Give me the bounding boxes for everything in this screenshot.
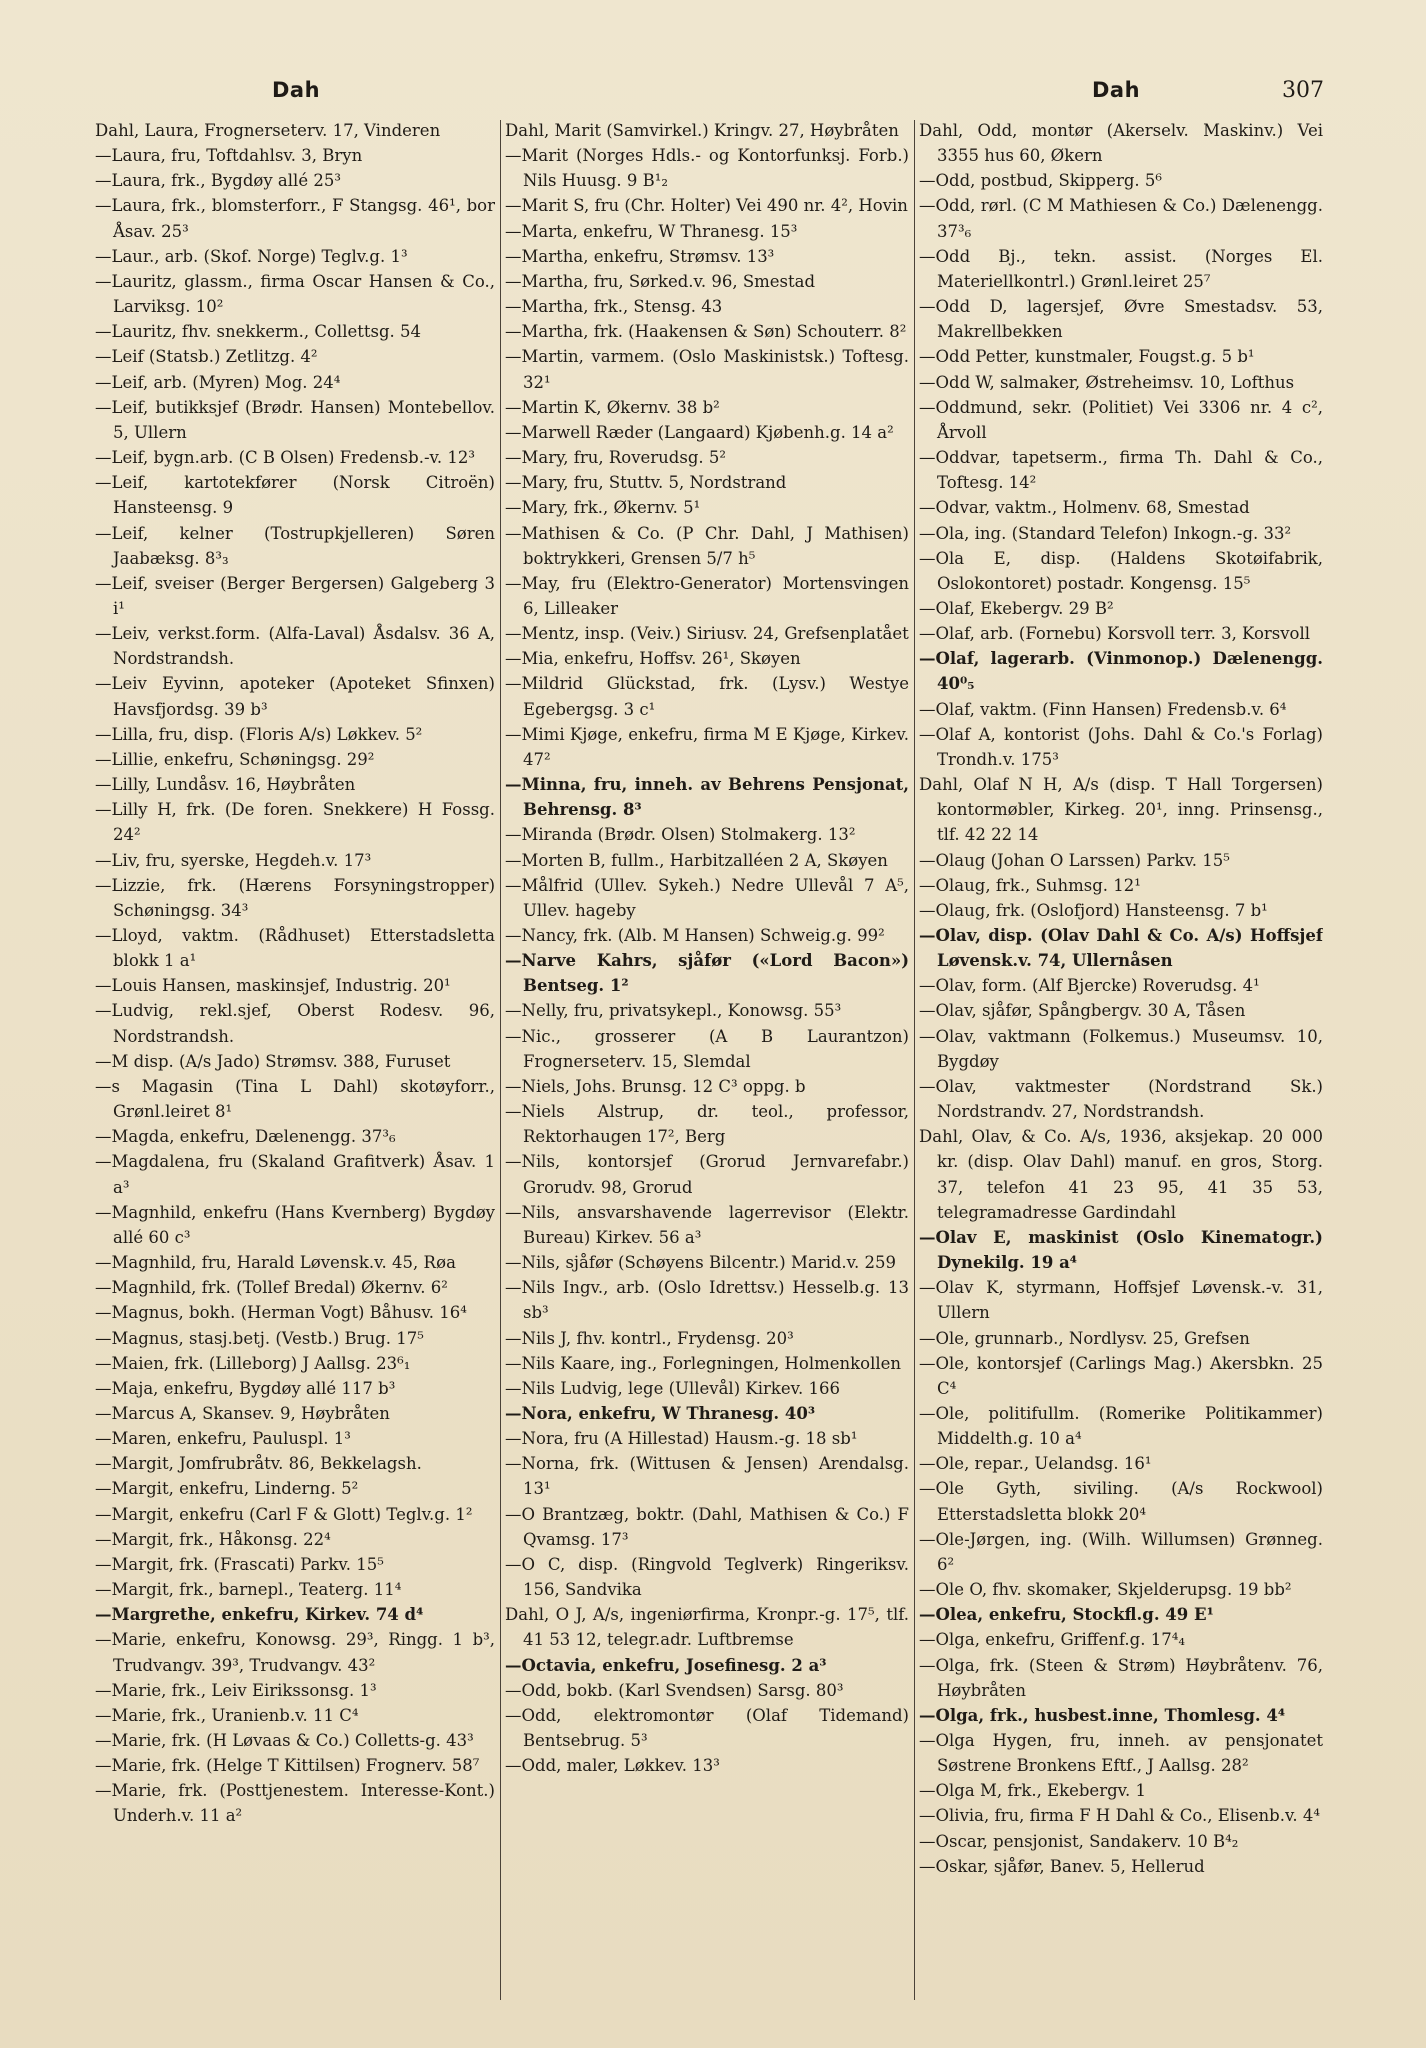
directory-entry: Dahl, Odd, montør (Akerselv. Maskinv.) Vei 3355 hus 60, Økern: [919, 121, 1323, 166]
directory-entry: —Ludvig, rekl.sjef, Oberst Rodesv. 96, Nordstrandsh.: [95, 1001, 495, 1046]
directory-entry: —Lizzie, frk. (Hærens Forsyningstropper) Schøningsg. 34³: [95, 875, 495, 920]
directory-entry: —Minna, fru, inneh. av Behrens Pensjonat, Behrensg. 8³: [505, 775, 909, 820]
directory-entry: —Olaf, lagerarb. (Vinmonop.) Dælenengg. 40⁰₅: [919, 649, 1323, 694]
column-3: [919, 118, 1323, 1879]
directory-entry: —Martin K, Økernv. 38 b²: [505, 397, 720, 417]
directory-entry: —Lillie, enkefru, Schøningsg. 29²: [95, 749, 375, 769]
directory-entry: —Marie, frk., Uranienb.v. 11 C⁴: [95, 1705, 359, 1725]
directory-entry: —Margit, frk. (Frascati) Parkv. 15⁵: [95, 1554, 384, 1574]
directory-entry: —Martin, varmem. (Oslo Maskinistsk.) Toftesg. 32¹: [505, 347, 909, 392]
directory-entry: —Martha, enkefru, Strømsv. 13³: [505, 246, 775, 266]
directory-entry: —Oddmund, sekr. (Politiet) Vei 3306 nr. 4 c², Årvoll: [919, 397, 1323, 442]
directory-entry: —Lauritz, fhv. snekkerm., Collettsg. 54: [95, 322, 422, 342]
directory-entry: —Marie, enkefru, Konowsg. 29³, Ringg. 1 b³, Trudvangv. 39³, Trudvangv. 43²: [95, 1630, 495, 1675]
directory-entry: —Margrethe, enkefru, Kirkev. 74 d⁴: [95, 1605, 424, 1625]
directory-entry: —Mildrid Glückstad, frk. (Lysv.) Westye Egebergsg. 3 c¹: [505, 674, 909, 719]
directory-entry: —Olaf, arb. (Fornebu) Korsvoll terr. 3, Korsvoll: [919, 624, 1311, 644]
directory-entry: —Ole-Jørgen, ing. (Wilh. Willumsen) Grønneg. 6²: [919, 1529, 1323, 1574]
directory-entry: —Margit, enkefru, Linderng. 5²: [95, 1479, 359, 1499]
directory-entry: Dahl, O J, A/s, ingeniørfirma, Kronpr.-g. 17⁵, tlf. 41 53 12, telegr.adr. Luftbremse: [505, 1605, 909, 1650]
directory-entry: —Olaug, frk., Suhmsg. 12¹: [919, 875, 1141, 895]
directory-entry: —Lauritz, glassm., firma Oscar Hansen & Co., Larviksg. 10²: [95, 271, 495, 317]
directory-entry: —Leiv, verkst.form. (Alfa-Laval) Åsdalsv. 36 A, Nordstrandsh.: [95, 624, 495, 669]
directory-entry: —Leif, bygn.arb. (C B Olsen) Fredensb.-v. 12³: [95, 448, 475, 468]
directory-entry: —Norna, frk. (Wittusen & Jensen) Arendalsg. 13¹: [505, 1454, 909, 1499]
directory-entry: Dahl, Olaf N H, A/s (disp. T Hall Torgersen) kontormøbler, Kirkeg. 20¹, inng. Prinsensg., tlf. 42 22 14: [919, 775, 1323, 845]
directory-entry: —Martha, fru, Sørked.v. 96, Smestad: [505, 271, 816, 291]
directory-entry: —Marie, frk., Leiv Eirikssonsg. 1³: [95, 1680, 377, 1700]
directory-entry: —Magnus, stasj.betj. (Vestb.) Brug. 17⁵: [95, 1328, 424, 1348]
directory-entry: —Marie, frk. (H Løvaas & Co.) Colletts-g. 43³: [95, 1731, 474, 1750]
column-1: [95, 118, 495, 1829]
directory-entry: —Odd, maler, Løkkev. 13³: [505, 1756, 720, 1776]
directory-entry: —Margit, frk., Håkonsg. 22⁴: [95, 1529, 331, 1549]
directory-entry: —O C, disp. (Ringvold Teglverk) Ringeriksv. 156, Sandvika: [505, 1554, 909, 1600]
directory-entry: —Magnhild, frk. (Tollef Bredal) Økernv. 6²: [95, 1278, 448, 1298]
directory-entry: —Olivia, fru, firma F H Dahl & Co., Elisenb.v. 4⁴: [919, 1806, 1320, 1826]
directory-entry: —May, fru (Elektro-Generator) Mortensvingen 6, Lilleaker: [505, 573, 909, 618]
directory-entry: —Olav K, styrmann, Hoffsjef Løvensk.-v. 31, Ullern: [919, 1278, 1323, 1323]
directory-entry: Dahl, Laura, Frognerseterv. 17, Vinderen: [95, 121, 441, 140]
directory-entry: —Ole, politifullm. (Romerike Politikammer) Middelth.g. 10 a⁴: [919, 1403, 1323, 1449]
page-number: 307: [1282, 78, 1324, 103]
directory-entry: —Olaug, frk. (Oslofjord) Hansteensg. 7 b¹: [919, 900, 1268, 920]
directory-entry: —Odd Petter, kunstmaler, Fougst.g. 5 b¹: [919, 347, 1255, 367]
directory-entry: —Magda, enkefru, Dælenengg. 37³₆: [95, 1127, 396, 1147]
directory-entry: —Mary, fru, Roverudsg. 5²: [505, 448, 727, 468]
directory-entry: —Nora, enkefru, W Thranesg. 40³: [505, 1403, 816, 1423]
directory-entry: —Olga, enkefru, Griffenf.g. 17⁴₄: [919, 1630, 1185, 1650]
directory-entry: —Odvar, vaktm., Holmenv. 68, Smestad: [919, 498, 1250, 518]
directory-entry: —Olav, form. (Alf Bjercke) Roverudsg. 4¹: [919, 976, 1260, 996]
directory-entry: —Leif, kelner (Tostrupkjelleren) Søren Jaabæksg. 8³₃: [95, 523, 495, 568]
directory-entry: —Narve Kahrs, sjåfør («Lord Bacon») Bentseg. 1²: [505, 951, 909, 996]
directory-entry: —Marta, enkefru, W Thranesg. 15³: [505, 221, 798, 241]
column-rule-right: [914, 120, 915, 2000]
directory-entry: —Ole, grunnarb., Nordlysv. 25, Grefsen: [919, 1328, 1250, 1348]
directory-entry: —Olea, enkefru, Stockfl.g. 49 E¹: [919, 1605, 1214, 1625]
directory-entry: —Liv, fru, syerske, Hegdeh.v. 17³: [95, 850, 372, 870]
directory-entry: —Maja, enkefru, Bygdøy allé 117 b³: [95, 1378, 396, 1398]
directory-entry: —Ola, ing. (Standard Telefon) Inkogn.-g. 33²: [919, 523, 1292, 543]
directory-entry: —Mary, frk., Økernv. 5¹: [505, 498, 701, 518]
directory-entry: —Nic., grosserer (A B Laurantzon) Frognerseterv. 15, Slemdal: [505, 1026, 909, 1071]
directory-entry: Dahl, Marit (Samvirkel.) Kringv. 27, Høybråten: [505, 121, 899, 140]
directory-entry: —Miranda (Brødr. Olsen) Stolmakerg. 13²: [505, 825, 856, 845]
directory-entry: —M disp. (A/s Jado) Strømsv. 388, Furuset: [95, 1051, 451, 1071]
directory-entry: —Marcus A, Skansev. 9, Høybråten: [95, 1403, 390, 1423]
directory-entry: —Marwell Ræder (Langaard) Kjøbenh.g. 14 a²: [505, 422, 894, 442]
directory-entry: —Niels Alstrup, dr. teol., professor, Rektorhaugen 17², Berg: [505, 1102, 909, 1147]
directory-entry: —Olav E, maskinist (Oslo Kinematogr.) Dynekilg. 19 a⁴: [919, 1227, 1323, 1273]
directory-entry: —Nils, ansvarshavende lagerrevisor (Elektr. Bureau) Kirkev. 56 a³: [505, 1202, 909, 1247]
directory-entry: —Lloyd, vaktm. (Rådhuset) Etterstadsletta blokk 1 a¹: [95, 926, 495, 971]
directory-entry: —Magnhild, enkefru (Hans Kvernberg) Bygdøy allé 60 c³: [95, 1202, 495, 1247]
directory-entry: —Magdalena, fru (Skaland Grafitverk) Åsav. 1 a³: [95, 1152, 495, 1197]
directory-entry: —Olga Hygen, fru, inneh. av pensjonatet Søstrene Bronkens Eftf., J Aallsg. 28²: [919, 1731, 1323, 1776]
directory-entry: —Olga, frk. (Steen & Strøm) Høybråtenv. 76, Høybråten: [919, 1655, 1323, 1700]
directory-entry: —Ole, repar., Uelandsg. 16¹: [919, 1454, 1152, 1474]
directory-entry: —Odd D, lagersjef, Øvre Smestadsv. 53, Makrellbekken: [919, 297, 1323, 342]
directory-entry: —Magnus, bokh. (Herman Vogt) Båhusv. 16⁴: [95, 1303, 467, 1323]
running-header-right: Dah: [1092, 78, 1141, 102]
column-2: [505, 118, 909, 1778]
directory-entry: —Oscar, pensjonist, Sandakerv. 10 B⁴₂: [919, 1831, 1239, 1851]
directory-entry: —Octavia, enkefru, Josefinesg. 2 a³: [505, 1655, 827, 1675]
directory-entry: —Leif, kartotekfører (Norsk Citroën) Hansteensg. 9: [95, 473, 495, 518]
directory-entry: —Odd, bokb. (Karl Svendsen) Sarsg. 80³: [505, 1680, 844, 1700]
directory-entry: —Nora, fru (A Hillestad) Hausm.-g. 18 sb¹: [505, 1429, 858, 1449]
directory-entry: —Laur., arb. (Skof. Norge) Teglv.g. 1³: [95, 246, 408, 266]
directory-entry: —Ola E, disp. (Haldens Skotøifabrik, Oslokontoret) postadr. Kongensg. 15⁵: [919, 548, 1323, 593]
directory-entry: —Oddvar, tapetserm., firma Th. Dahl & Co., Toftesg. 14²: [919, 448, 1323, 493]
directory-entry: —Marie, frk. (Posttjenestem. Interesse-Kont.) Underh.v. 11 a²: [95, 1781, 495, 1826]
directory-entry: —Ole O, fhv. skomaker, Skjelderupsg. 19 bb²: [919, 1580, 1292, 1600]
directory-entry: —Leif, arb. (Myren) Mog. 24⁴: [95, 372, 341, 392]
directory-entry: —Martha, frk. (Haakensen & Søn) Schouterr. 8²: [505, 322, 907, 342]
directory-entry: —Morten B, fullm., Harbitzalléen 2 A, Skøyen: [505, 850, 888, 870]
directory-entry: —Leif, butikksjef (Brødr. Hansen) Montebellov. 5, Ullern: [95, 397, 495, 442]
directory-entry: —Leiv Eyvinn, apoteker (Apoteket Sfinxen) Havsfjordsg. 39 b³: [95, 674, 495, 719]
directory-entry: —Ole, kontorsjef (Carlings Mag.) Akersbkn. 25 C⁴: [919, 1353, 1323, 1398]
directory-entry: —Olaug (Johan O Larssen) Parkv. 15⁵: [919, 850, 1230, 870]
directory-entry: —Lilly, Lundåsv. 16, Høybråten: [95, 775, 356, 795]
directory-entry: —Målfrid (Ullev. Sykeh.) Nedre Ullevål 7 A⁵, Ullev. hageby: [505, 875, 909, 920]
directory-entry: —Odd, rørl. (C M Mathiesen & Co.) Dælenengg. 37³₆: [919, 196, 1323, 241]
directory-entry: —Lilly H, frk. (De foren. Snekkere) H Fossg. 24²: [95, 800, 495, 845]
directory-entry: —Olga, frk., husbest.inne, Thomlesg. 4⁴: [919, 1705, 1286, 1725]
directory-entry: —Laura, frk., blomsterforr., F Stangsg. 46¹, bor Åsav. 25³: [95, 196, 495, 241]
directory-entry: —Olav, sjåfør, Spångbergv. 30 A, Tåsen: [919, 1001, 1246, 1021]
directory-entry: —Marie, frk. (Helge T Kittilsen) Frognerv. 58⁷: [95, 1756, 480, 1776]
directory-entry: —Niels, Johs. Brunsg. 12 C³ oppg. b: [505, 1076, 806, 1096]
directory-entry: —Margit, Jomfrubråtv. 86, Bekkelagsh.: [95, 1454, 422, 1474]
directory-entry: —Margit, enkefru (Carl F & Glott) Teglv.g. 1²: [95, 1504, 473, 1524]
directory-entry: —Odd Bj., tekn. assist. (Norges El. Materiellkontrl.) Grønl.leiret 25⁷: [919, 246, 1323, 291]
directory-entry: —Laura, frk., Bygdøy allé 25³: [95, 171, 341, 191]
directory-entry: —Nils Ingv., arb. (Oslo Idrettsv.) Hesselb.g. 13 sb³: [505, 1278, 909, 1323]
directory-entry: —Olaf, Ekebergv. 29 B²: [919, 598, 1114, 618]
directory-entry: —Nelly, fru, privatsykepl., Konowsg. 55³: [505, 1001, 842, 1021]
directory-entry: —s Magasin (Tina L Dahl) skotøyforr., Grønl.leiret 8¹: [95, 1076, 495, 1122]
directory-entry: —Olaf, vaktm. (Finn Hansen) Fredensb.v. 6⁴: [919, 699, 1287, 719]
directory-entry: —Mia, enkefru, Hoffsv. 26¹, Skøyen: [505, 649, 801, 669]
directory-entry: —Marit S, fru (Chr. Holter) Vei 490 nr. 4², Hovin: [505, 196, 908, 216]
directory-entry: —Lilla, fru, disp. (Floris A/s) Løkkev. 5²: [95, 724, 423, 744]
directory-entry: —Maren, enkefru, Pauluspl. 1³: [95, 1429, 351, 1449]
directory-entry: —Mary, fru, Stuttv. 5, Nordstrand: [505, 473, 787, 493]
directory-entry: —Mimi Kjøge, enkefru, firma M E Kjøge, Kirkev. 47²: [505, 724, 909, 769]
directory-entry: —Mentz, insp. (Veiv.) Siriusv. 24, Grefsenplatået: [505, 624, 909, 644]
column-rule-left: [500, 120, 501, 2000]
directory-entry: —Olga M, frk., Ekebergv. 1: [919, 1781, 1146, 1801]
directory-entry: —Nils Ludvig, lege (Ullevål) Kirkev. 166: [505, 1378, 840, 1398]
directory-entry: —Marit (Norges Hdls.- og Kontorfunksj. Forb.) Nils Huusg. 9 B¹₂: [505, 146, 909, 191]
directory-entry: —Odd, elektromontør (Olaf Tidemand) Bentsebrug. 5³: [505, 1705, 909, 1750]
directory-entry: —Olav, vaktmann (Folkemus.) Museumsv. 10, Bygdøy: [919, 1026, 1323, 1071]
directory-entry: —Nils Kaare, ing., Forlegningen, Holmenkollen: [505, 1353, 902, 1373]
directory-entry: —Louis Hansen, maskinsjef, Industrig. 20¹: [95, 976, 451, 996]
directory-entry: —Magnhild, fru, Harald Løvensk.v. 45, Røa: [95, 1253, 456, 1273]
directory-entry: —Leif, sveiser (Berger Bergersen) Galgeberg 3 i¹: [95, 573, 495, 618]
directory-entry: —O Brantzæg, boktr. (Dahl, Mathisen & Co.) F Qvamsg. 17³: [505, 1504, 909, 1549]
directory-entry: —Laura, fru, Toftdahlsv. 3, Bryn: [95, 146, 363, 166]
directory-entry: —Olav, disp. (Olav Dahl & Co. A/s) Hoffsjef Løvensk.v. 74, Ullernåsen: [919, 926, 1323, 971]
directory-entry: —Mathisen & Co. (P Chr. Dahl, J Mathisen) boktrykkeri, Grensen 5/7 h⁵: [505, 523, 909, 568]
directory-entry: Dahl, Olav, & Co. A/s, 1936, aksjekap. 20 000 kr. (disp. Olav Dahl) manuf. en gros, Storg. 37, telefon 41 23 95, 41 35 53, telegramadresse Gardindahl: [919, 1127, 1323, 1222]
directory-entry: —Odd W, salmaker, Østreheimsv. 10, Lofthus: [919, 372, 1295, 392]
directory-entry: —Ole Gyth, siviling. (A/s Rockwool) Etterstadsletta blokk 20⁴: [919, 1479, 1323, 1524]
directory-entry: —Nils, kontorsjef (Grorud Jernvarefabr.) Grorudv. 98, Grorud: [505, 1152, 909, 1197]
directory-entry: —Olav, vaktmester (Nordstrand Sk.) Nordstrandv. 27, Nordstrandsh.: [919, 1076, 1323, 1122]
directory-entry: —Oskar, sjåfør, Banev. 5, Hellerud: [919, 1856, 1205, 1876]
running-header-left: Dah: [272, 78, 321, 102]
directory-entry: —Margit, frk., barnepl., Teaterg. 11⁴: [95, 1580, 402, 1600]
directory-entry: —Odd, postbud, Skipperg. 5⁶: [919, 171, 1162, 191]
directory-entry: —Martha, frk., Stensg. 43: [505, 297, 723, 317]
directory-entry: —Maien, frk. (Lilleborg) J Aallsg. 23⁶₁: [95, 1353, 411, 1373]
directory-entry: —Nils J, fhv. kontrl., Frydensg. 20³: [505, 1328, 794, 1348]
directory-entry: —Leif (Statsb.) Zetlitzg. 4²: [95, 347, 318, 367]
directory-entry: —Nancy, frk. (Alb. M Hansen) Schweig.g. 99²: [505, 926, 885, 945]
directory-entry: —Nils, sjåfør (Schøyens Bilcentr.) Marid.v. 259: [505, 1253, 897, 1273]
directory-entry: —Olaf A, kontorist (Johs. Dahl & Co.'s Forlag) Trondh.v. 175³: [919, 724, 1323, 769]
